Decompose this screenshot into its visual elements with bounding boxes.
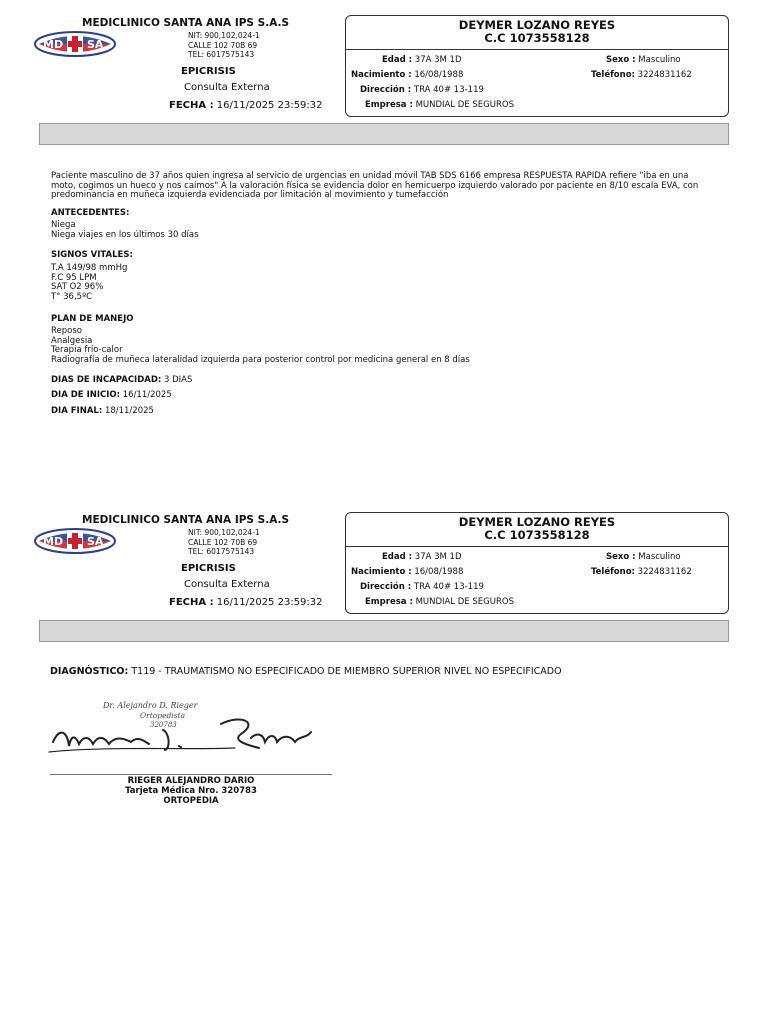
logo [33, 527, 117, 555]
doctor-license: Tarjeta Médica Nro. 320783 [125, 786, 257, 796]
patient-address [360, 582, 484, 592]
age-label: Edad : [382, 55, 413, 65]
svg-text:MD: MD [43, 38, 64, 51]
org-phone: TEL: 6017575143 [188, 50, 255, 59]
inicio-value: 16/11/2025 [122, 390, 172, 400]
phone-label: Teléfono: [591, 70, 635, 80]
signos-list [51, 264, 127, 302]
mdsa-logo-icon [33, 30, 117, 58]
plan-list [51, 327, 470, 365]
age-label: Edad : [382, 552, 413, 562]
doc-date [169, 597, 323, 608]
mdsa-logo-icon [33, 527, 117, 555]
company-value: MUNDIAL DE SEGUROS [415, 100, 514, 110]
org-address: CALLE 102 70B 69 [188, 40, 258, 50]
sex-label: Sexo : [606, 55, 636, 65]
date-label: FECHA : [169, 597, 214, 608]
plan-title: PLAN DE MANEJO [51, 314, 134, 324]
svg-text:Ortopedista: Ortopedista [140, 711, 186, 720]
incapacidad-row [51, 375, 192, 385]
patient-phone [591, 70, 692, 80]
final-label: DIA FINAL: [51, 406, 103, 416]
signature-stamp-icon [45, 692, 315, 768]
sex-label: Sexo : [606, 552, 636, 562]
signature-image [45, 692, 315, 768]
consult-type: Consulta Externa [184, 579, 270, 590]
address-value: TRA 40# 13-119 [413, 582, 484, 592]
birth-label: Nacimiento : [351, 567, 412, 577]
patient-sex [606, 55, 681, 65]
svg-text:320783: 320783 [150, 721, 177, 729]
patient-divider [345, 49, 729, 50]
patient-company [365, 597, 514, 607]
sex-value: Masculino [638, 55, 681, 65]
patient-birth [351, 567, 463, 577]
address-label: Dirección : [360, 85, 412, 95]
svg-text:MD: MD [43, 535, 64, 548]
doc-date [169, 100, 323, 111]
inicio-label: DIA DE INICIO: [51, 390, 121, 400]
date-value: 16/11/2025 23:59:32 [216, 597, 323, 608]
address-label: Dirección : [360, 582, 412, 592]
org-address: CALLE 102 70B 69 [188, 537, 258, 547]
phone-label: Teléfono: [591, 567, 635, 577]
patient-header [345, 19, 729, 45]
patient-header [345, 516, 729, 542]
section-bar [39, 620, 729, 642]
patient-age [382, 552, 462, 562]
company-value: MUNDIAL DE SEGUROS [415, 597, 514, 607]
list-item: T° 36,5ºC [51, 291, 93, 302]
section-bar [39, 123, 729, 145]
antecedentes-title: ANTECEDENTES: [51, 208, 130, 218]
birth-value: 16/08/1988 [414, 70, 464, 80]
birth-value: 16/08/1988 [414, 567, 464, 577]
sex-value: Masculino [638, 552, 681, 562]
doctor-specialty: ORTOPEDIA [163, 796, 219, 806]
patient-name: DEYMER LOZANO REYES [458, 18, 616, 32]
phone-value: 3224831162 [637, 567, 692, 577]
age-value: 37A 3M 1D [414, 552, 462, 562]
phone-value: 3224831162 [637, 70, 692, 80]
list-item: F.C 95 LPM [51, 272, 97, 283]
org-name: MEDICLINICO SANTA ANA IPS S.A.S [82, 17, 290, 29]
list-item: Niega viajes en los últimos 30 días [51, 229, 199, 240]
clinical-notes [51, 172, 741, 201]
org-phone: TEL: 6017575143 [188, 547, 255, 556]
list-item: T.A 149/98 mmHg [51, 263, 128, 273]
list-item: Radiografía de muñeca lateralidad izquierda para posterior control por medicina general en 8 días [51, 354, 470, 365]
incapacidad-value: 3 DIAS [164, 375, 193, 385]
org-nit: NIT: 900,102,024-1 [188, 528, 260, 537]
consult-type: Consulta Externa [184, 82, 270, 93]
birth-label: Nacimiento : [351, 70, 412, 80]
list-item: Niega [51, 220, 76, 230]
list-item: Analgesia [51, 335, 93, 346]
diagnosis-row [50, 666, 562, 677]
intro-line: Paciente masculino de 37 años quien ingresa al servicio de urgencias en unidad móvil TAB SDS 6166 empresa RESPUESTA RAPIDA refiere "iba en una [51, 171, 689, 181]
patient-divider [345, 546, 729, 547]
svg-text:Dr. Alejandro D. Rieger: Dr. Alejandro D. Rieger [103, 701, 198, 710]
company-label: Empresa : [365, 597, 413, 607]
list-item: SAT O2 96% [51, 282, 104, 293]
diagnosis-value: T119 - TRAUMATISMO NO ESPECIFICADO DE MIEMBRO SUPERIOR NIVEL NO ESPECIFICADO [131, 666, 562, 677]
patient-sex [606, 552, 681, 562]
company-label: Empresa : [365, 100, 413, 110]
patient-id: C.C 1073558128 [484, 528, 590, 542]
svg-text:SA: SA [87, 535, 104, 548]
svg-text:SA: SA [87, 38, 104, 51]
final-value: 18/11/2025 [104, 406, 154, 416]
org-nit: NIT: 900,102,024-1 [188, 31, 260, 40]
inicio-row [51, 390, 172, 400]
patient-company [365, 100, 514, 110]
signature-line [50, 774, 332, 775]
patient-address [360, 85, 484, 95]
org-info [188, 528, 260, 557]
date-value: 16/11/2025 23:59:32 [216, 100, 323, 111]
doc-type: EPICRISIS [181, 563, 236, 574]
incapacidad-label: DIAS DE INCAPACIDAD: [51, 375, 162, 385]
diagnosis-label: DIAGNÓSTICO: [50, 666, 129, 677]
age-value: 37A 3M 1D [414, 55, 462, 65]
antecedentes-list [51, 221, 199, 240]
address-value: TRA 40# 13-119 [413, 85, 484, 95]
signos-title: SIGNOS VITALES: [51, 250, 133, 260]
date-label: FECHA : [169, 100, 214, 111]
patient-phone [591, 567, 692, 577]
patient-name: DEYMER LOZANO REYES [458, 515, 616, 529]
logo [33, 30, 117, 58]
list-item: Reposo [51, 326, 82, 336]
signature-block [50, 776, 332, 806]
patient-id: C.C 1073558128 [484, 31, 590, 45]
intro-line: moto, cogimos un hueco y nos caímos" A la valoración física se evidencia dolor en hemicuerpo izquierdo valorado por paciente en 8/10 escala EVA, con [51, 180, 699, 191]
patient-age [382, 55, 462, 65]
doctor-name: RIEGER ALEJANDRO DARIO [127, 776, 255, 786]
intro-line: predominancia en muñeca izquierda evidenciada por limitación al movimiento y tumefacción [51, 190, 449, 201]
org-info [188, 31, 260, 60]
patient-birth [351, 70, 463, 80]
org-name: MEDICLINICO SANTA ANA IPS S.A.S [82, 514, 290, 526]
doc-type: EPICRISIS [181, 66, 236, 77]
final-row [51, 406, 154, 416]
list-item: Terapia frío-calor [51, 345, 123, 356]
